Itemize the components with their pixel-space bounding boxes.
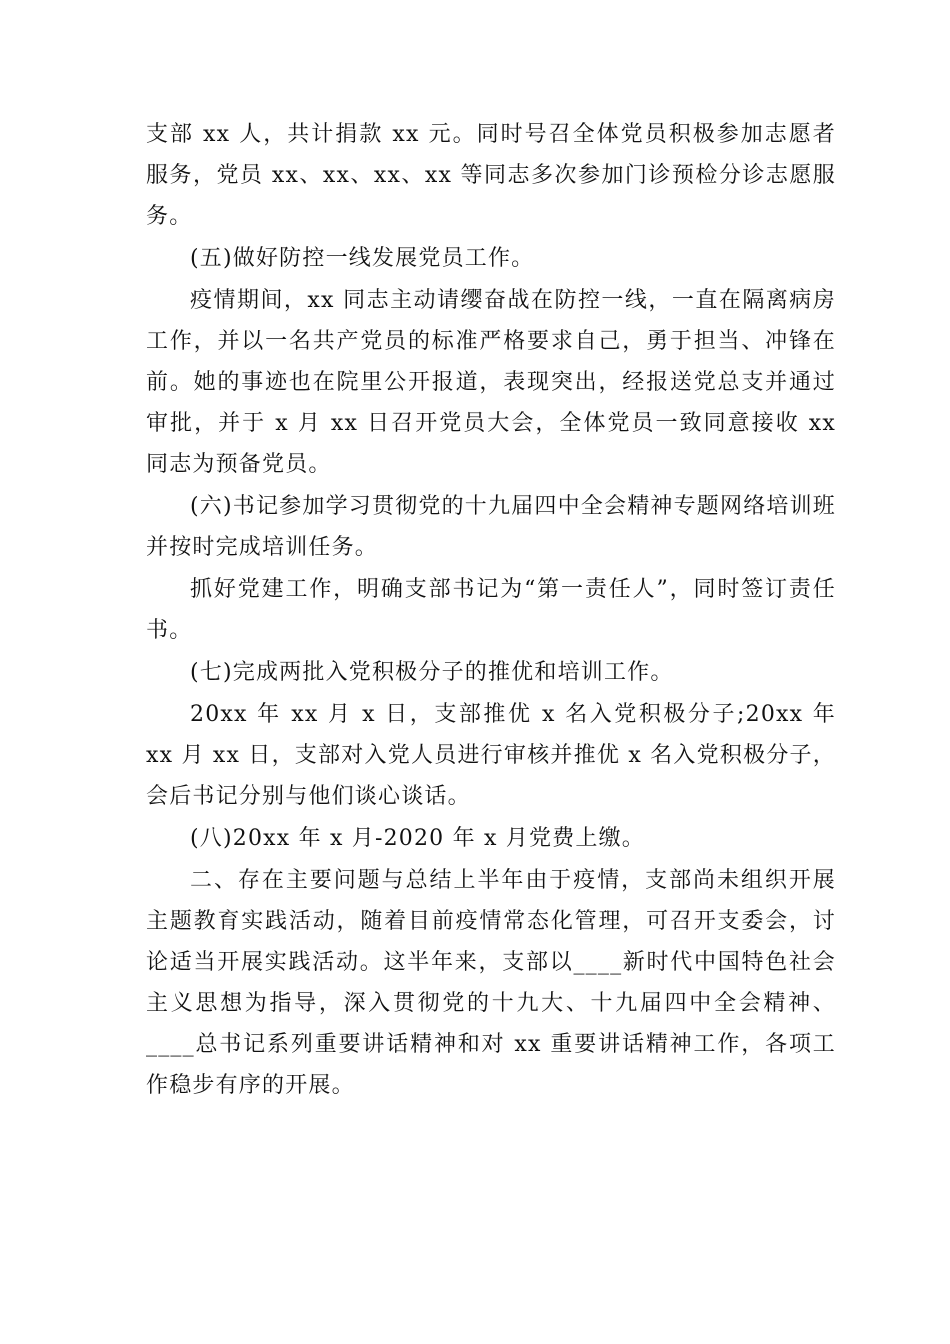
paragraph-6-heading-seven: (七)完成两批入党积极分子的推优和培训工作。 (190, 660, 674, 685)
paragraph-4-heading-six: (六)书记参加学习贯彻党的十九届四中全会精神专题网络培训班并按时完成培训任务。 (146, 494, 836, 560)
paragraph-9: 二、存在主要问题与总结上半年由于疫情，支部尚未组织开展主题教育实践活动，随着目前疫情常态化管理，可召开支委会，讨论适当开展实践活动。这半年来，支部以____新时代中国特色社会主义思想为指导，深入贯彻党的十九大、十九届四中全会精神、____总书记系列重要讲话精神和对 xx 重要讲话精神工作，各项工作稳步有序的开展。 (146, 868, 836, 1098)
paragraph-3: 疫情期间，xx 同志主动请缨奋战在防控一线，一直在隔离病房工作，并以一名共产党员的标准严格要求自己，勇于担当、冲锋在前。她的事迹也在院里公开报道，表现突出，经报送党总支并通过审批，并于 x 月 xx 日召开党员大会，全体党员一致同意接收 xx 同志为预备党员。 (146, 288, 845, 477)
paragraph-8-heading-eight: (八)20xx 年 x 月-2020 年 x 月党费上缴。 (190, 826, 645, 851)
paragraph-2-heading-five: (五)做好防控一线发展党员工作。 (190, 246, 535, 271)
document-body (146, 114, 845, 1107)
paragraph-7: 20xx 年 xx 月 x 日，支部推优 x 名入党积极分子;20xx 年 xx 月 xx 日，支部对入党人员进行审核并推优 x 名入党积极分子，会后书记分别与他们谈心谈话。 (146, 702, 845, 809)
paragraph-1: 支部 xx 人，共计捐款 xx 元。同时号召全体党员积极参加志愿者服务，党员 xx、xx、xx、xx 等同志多次参加门诊预检分诊志愿服务。 (146, 122, 836, 229)
paragraph-5: 抓好党建工作，明确支部书记为“第一责任人”，同时签订责任书。 (146, 577, 836, 643)
